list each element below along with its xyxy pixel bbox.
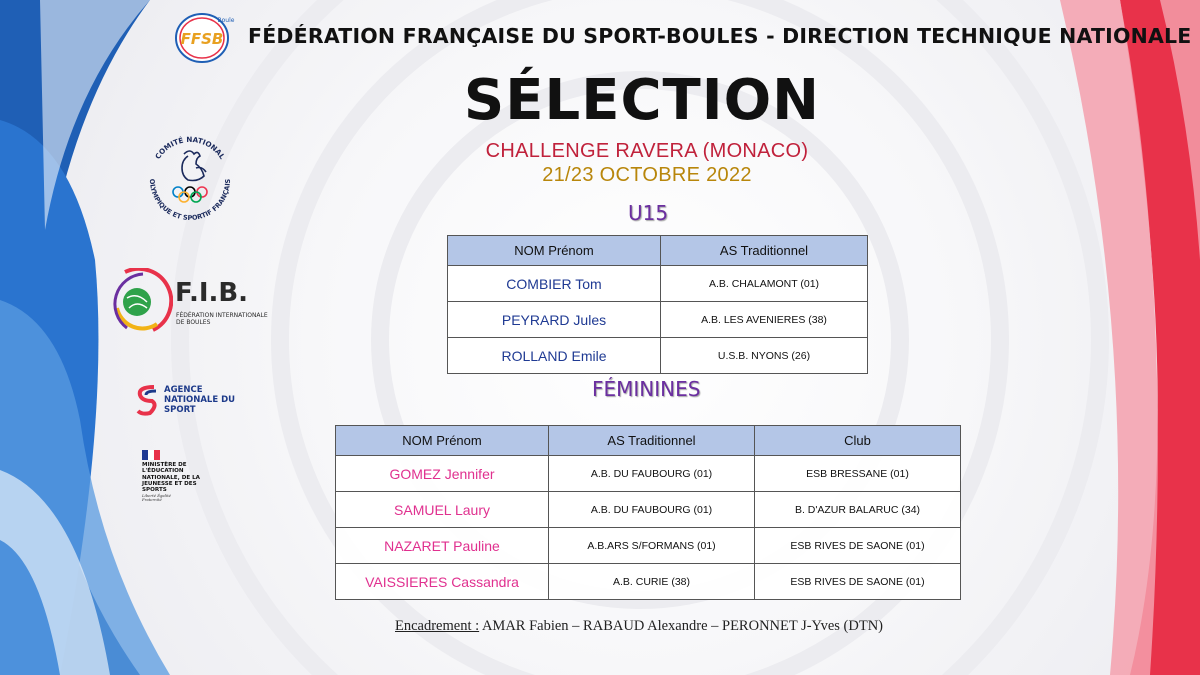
player-name: VAISSIERES Cassandra — [336, 564, 549, 600]
ministere-text: MINISTÈRE DE L'ÉDUCATION NATIONALE, DE LA JEUNESSE ET DES SPORTS — [142, 462, 201, 494]
ministere-logo — [142, 450, 212, 508]
event-date: 21/23 OCTOBRE 2022 — [542, 164, 752, 186]
player-as: U.S.B. NYONS (26) — [661, 338, 868, 374]
player-club: ESB BRESSANE (01) — [755, 456, 961, 492]
svg-text:OLYMPIQUE ET SPORTIF FRANÇAIS — [148, 178, 232, 222]
staff-label: Encadrement : — [395, 618, 480, 634]
column-header-as: AS Traditionnel — [661, 236, 868, 266]
fib-emblem-icon — [113, 268, 173, 336]
table-header-row — [448, 236, 868, 266]
player-club: ESB RIVES DE SAONE (01) — [755, 528, 961, 564]
column-header-club: Club — [755, 426, 961, 456]
ans-emblem-icon — [134, 383, 160, 417]
staff-names: AMAR Fabien – RABAUD Alexandre – PERONNET J-Yves (DTN) — [479, 618, 883, 634]
player-name: NAZARET Pauline — [336, 528, 549, 564]
cnosf-text-bottom: OLYMPIQUE ET SPORTIF FRANÇAIS — [147, 178, 233, 223]
feminines-section-title: FÉMININES — [592, 377, 701, 401]
table-row — [336, 456, 961, 492]
cnosf-logo — [140, 128, 240, 228]
column-header-name: NOM Prénom — [336, 426, 549, 456]
player-club: ESB RIVES DE SAONE (01) — [755, 564, 961, 600]
table-row — [336, 528, 961, 564]
player-as: A.B. LES AVENIERES (38) — [661, 302, 868, 338]
table-row — [448, 338, 868, 374]
table-header-row — [336, 426, 961, 456]
page-title: SÉLECTION — [463, 68, 821, 133]
feminines-table — [335, 425, 961, 600]
player-name: ROLLAND Emile — [448, 338, 661, 374]
ffsb-logo — [168, 8, 240, 64]
table-row — [336, 492, 961, 528]
player-as: A.B. CURIE (38) — [549, 564, 755, 600]
header-title: FÉDÉRATION FRANÇAISE DU SPORT-BOULES - DIRECTION TECHNIQUE NATIONALE — [248, 24, 1192, 48]
marianne-flag-icon — [142, 450, 160, 460]
table-row — [336, 564, 961, 600]
player-name: COMBIER Tom — [448, 266, 661, 302]
player-as: A.B. CHALAMONT (01) — [661, 266, 868, 302]
staff-line — [395, 618, 883, 635]
player-as: A.B. DU FAUBOURG (01) — [549, 456, 755, 492]
event-name: CHALLENGE RAVERA (MONACO) — [485, 140, 809, 162]
table-row — [448, 302, 868, 338]
player-name: GOMEZ Jennifer — [336, 456, 549, 492]
player-as: A.B.ARS S/FORMANS (01) — [549, 528, 755, 564]
ans-text: AGENCE NATIONALE DU SPORT — [164, 385, 236, 415]
rooster-icon — [182, 151, 206, 181]
fib-full-name: FÉDÉRATION INTERNATIONALE DE BOULES — [176, 312, 268, 326]
ffsb-logo-small: Boule — [217, 17, 235, 24]
player-name: SAMUEL Laury — [336, 492, 549, 528]
cnosf-text-top: COMITÉ NATIONAL — [153, 134, 227, 161]
table-row — [448, 266, 868, 302]
olympic-rings-icon — [173, 187, 207, 202]
svg-text:COMITÉ NATIONAL — [153, 135, 227, 161]
player-as: A.B. DU FAUBOURG (01) — [549, 492, 755, 528]
fib-logo — [113, 268, 273, 336]
u15-section-title: U15 — [628, 201, 669, 225]
column-header-as: AS Traditionnel — [549, 426, 755, 456]
player-club: B. D'AZUR BALARUC (34) — [755, 492, 961, 528]
ffsb-logo-text: FFSB — [180, 30, 224, 48]
ministere-motto: Liberté Égalité Fraternité — [142, 493, 171, 503]
ans-logo — [134, 383, 244, 419]
player-name: PEYRARD Jules — [448, 302, 661, 338]
fib-letters: F.I.B. — [175, 278, 249, 308]
column-header-name: NOM Prénom — [448, 236, 661, 266]
u15-table — [447, 235, 868, 374]
